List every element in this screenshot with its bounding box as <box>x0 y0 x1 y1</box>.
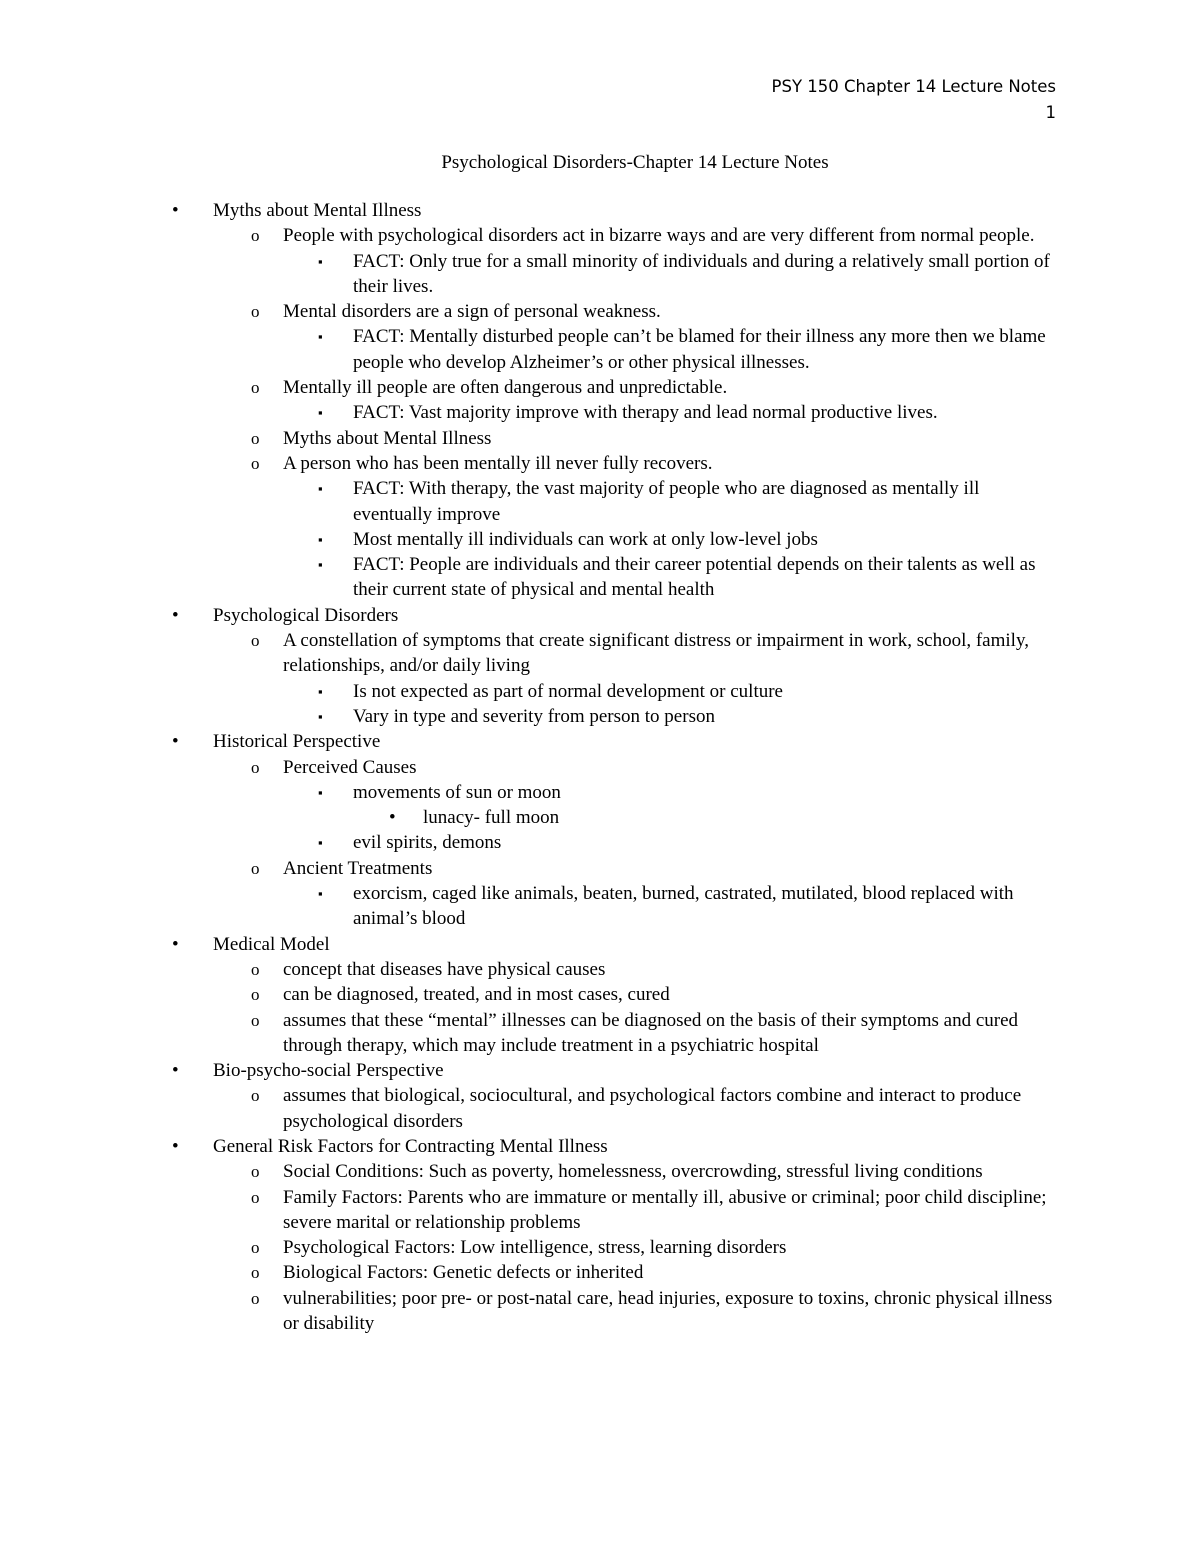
outline-item-level-2 <box>0 1260 1200 1285</box>
outline-item-text: General Risk Factors for Contracting Mental Illness <box>213 1135 608 1157</box>
page-number: 1 <box>1045 103 1056 122</box>
bullet-icon: ▪ <box>318 835 323 851</box>
outline-item-level-2 <box>0 957 1200 982</box>
bullet-icon: o <box>251 453 260 473</box>
outline-item-level-2 <box>0 628 1200 679</box>
outline-item-level-3 <box>0 324 1200 375</box>
outline-item-level-3 <box>0 679 1200 704</box>
bullet-icon: ▪ <box>318 683 323 699</box>
outline-item-level-1 <box>0 1134 1200 1159</box>
bullet-icon: • <box>172 1060 179 1082</box>
bullet-icon: • <box>389 807 396 829</box>
bullet-icon: ▪ <box>318 784 323 800</box>
bullet-icon: o <box>251 1010 260 1030</box>
outline-item-level-2 <box>0 1286 1200 1337</box>
bullet-icon: • <box>172 1135 179 1157</box>
outline-item-text: movements of sun or moon <box>353 781 561 803</box>
outline-item-level-2 <box>0 1185 1200 1236</box>
bullet-icon: o <box>251 1238 260 1258</box>
outline-item-level-2 <box>0 1235 1200 1260</box>
outline-item-level-1 <box>0 198 1200 223</box>
bullet-icon: o <box>251 1162 260 1182</box>
outline-item-text: FACT: With therapy, the vast majority of people who are diagnosed as mentally ill eventually improve <box>353 478 980 525</box>
bullet-icon: o <box>251 428 260 448</box>
bullet-icon: o <box>251 302 260 322</box>
outline-item-text: People with psychological disorders act in bizarre ways and are very different from normal people. <box>283 225 1035 247</box>
outline-item-level-2 <box>0 1159 1200 1184</box>
outline-item-text: Psychological Factors: Low intelligence, stress, learning disorders <box>283 1237 787 1259</box>
outline-item-text: A constellation of symptoms that create significant distress or impairment in work, school, family, relationships, and/or daily living <box>283 630 1029 677</box>
outline-item-text: vulnerabilities; poor pre- or post-natal care, head injuries, exposure to toxins, chronic physical illness or disability <box>283 1287 1053 1335</box>
outline-item-text: A person who has been mentally ill never fully recovers. <box>283 452 713 474</box>
outline-item-text: Mental disorders are a sign of personal weakness. <box>283 301 661 323</box>
bullet-icon: o <box>251 1263 260 1283</box>
outline-item-text: FACT: Mentally disturbed people can’t be blamed for their illness any more then we blame people who develop Alzheimer’s or other physical illnesses. <box>353 326 1046 373</box>
bullet-icon: ▪ <box>318 253 323 269</box>
bullet-icon: ▪ <box>318 886 323 902</box>
outline-item-text: Social Conditions: Such as poverty, homelessness, overcrowding, stressful living conditions <box>283 1161 983 1183</box>
bullet-icon: • <box>172 200 179 221</box>
outline-item-level-2 <box>0 1083 1200 1134</box>
outline-item-level-2 <box>0 982 1200 1007</box>
outline-item-level-1 <box>0 729 1200 754</box>
outline-item-level-3 <box>0 881 1200 932</box>
running-title: PSY 150 Chapter 14 Lecture Notes <box>771 77 1056 96</box>
outline-item-level-3 <box>0 830 1200 855</box>
outline-item-text: Perceived Causes <box>283 756 417 778</box>
outline-item-text: Myths about Mental Illness <box>283 427 492 449</box>
outline-item-level-2 <box>0 856 1200 881</box>
outline-item-level-3 <box>0 249 1200 300</box>
outline-item-text: Myths about Mental Illness <box>213 200 422 221</box>
bullet-icon: ▪ <box>318 329 323 345</box>
outline-item-text: FACT: Vast majority improve with therapy and lead normal productive lives. <box>353 402 938 424</box>
bullet-icon: o <box>251 378 260 398</box>
outline-item-text: evil spirits, demons <box>353 832 502 854</box>
outline-item-level-3 <box>0 527 1200 552</box>
outline-item-text: assumes that biological, sociocultural, and psychological factors combine and interact to produce psychological disorders <box>283 1085 1022 1132</box>
outline-item-text: Is not expected as part of normal development or culture <box>353 680 783 702</box>
bullet-icon: • <box>172 731 179 753</box>
bullet-icon: o <box>251 959 260 979</box>
outline-item-level-3 <box>0 780 1200 805</box>
outline-item-text: Historical Perspective <box>213 731 381 753</box>
outline-item-level-2 <box>0 223 1200 248</box>
outline-item-text: lunacy- full moon <box>423 807 560 829</box>
bullet-icon: o <box>251 985 260 1005</box>
outline-item-level-2 <box>0 755 1200 780</box>
outline-item-text: Ancient Treatments <box>283 857 433 879</box>
bullet-icon: ▪ <box>318 557 323 573</box>
outline-item-text: Biological Factors: Genetic defects or inherited <box>283 1262 644 1284</box>
bullet-icon: ▪ <box>318 708 323 724</box>
bullet-icon: o <box>251 1086 260 1106</box>
outline-item-level-1 <box>0 1058 1200 1083</box>
outline-item-text: can be diagnosed, treated, and in most cases, cured <box>283 984 670 1006</box>
bullet-icon: o <box>251 226 260 246</box>
bullet-icon: o <box>251 858 260 878</box>
notes-outline <box>0 198 1200 1336</box>
bullet-icon: o <box>251 1187 260 1207</box>
outline-item-text: Bio-psycho-social Perspective <box>213 1060 444 1082</box>
outline-item-text: exorcism, caged like animals, beaten, burned, castrated, mutilated, blood replaced with animal’s blood <box>353 883 1014 930</box>
bullet-icon: o <box>251 631 260 651</box>
bullet-icon: o <box>251 757 260 777</box>
bullet-icon: o <box>251 1288 260 1308</box>
outline-item-level-1 <box>0 932 1200 957</box>
outline-item-level-2 <box>0 426 1200 451</box>
outline-item-text: assumes that these “mental” illnesses can be diagnosed on the basis of their symptoms and cured through therapy, which may include treatment in a psychiatric hospital <box>283 1009 1019 1056</box>
outline-item-level-1 <box>0 603 1200 628</box>
outline-item-text: Medical Model <box>213 933 330 955</box>
document-title: Psychological Disorders-Chapter 14 Lecture Notes <box>441 152 829 173</box>
bullet-icon: ▪ <box>318 481 323 497</box>
outline-item-level-3 <box>0 552 1200 603</box>
outline-item-text: Most mentally ill individuals can work at only low-level jobs <box>353 528 818 550</box>
outline-item-text: FACT: Only true for a small minority of individuals and during a relatively small portion of their lives. <box>353 250 1050 297</box>
outline-item-text: FACT: People are individuals and their career potential depends on their talents as well as their current state of physical and mental health <box>353 554 1036 601</box>
outline-item-text: Family Factors: Parents who are immature or mentally ill, abusive or criminal; poor child discipline; severe marital or relationship problems <box>283 1186 1047 1233</box>
outline-item-text: concept that diseases have physical causes <box>283 958 606 980</box>
bullet-icon: • <box>172 604 179 626</box>
outline-item-text: Mentally ill people are often dangerous and unpredictable. <box>283 377 728 399</box>
outline-item-level-3 <box>0 476 1200 527</box>
outline-item-text: Vary in type and severity from person to person <box>353 705 715 727</box>
outline-item-level-3 <box>0 400 1200 425</box>
bullet-icon: • <box>172 933 179 955</box>
bullet-icon: ▪ <box>318 531 323 547</box>
outline-item-level-2 <box>0 375 1200 400</box>
bullet-icon: ▪ <box>318 405 323 421</box>
outline-item-level-2 <box>0 1008 1200 1059</box>
outline-item-level-4 <box>0 805 1200 830</box>
page-header <box>772 74 1056 126</box>
outline-item-level-2 <box>0 299 1200 324</box>
outline-item-level-3 <box>0 704 1200 729</box>
outline-item-level-2 <box>0 451 1200 476</box>
outline-item-text: Psychological Disorders <box>213 604 399 626</box>
